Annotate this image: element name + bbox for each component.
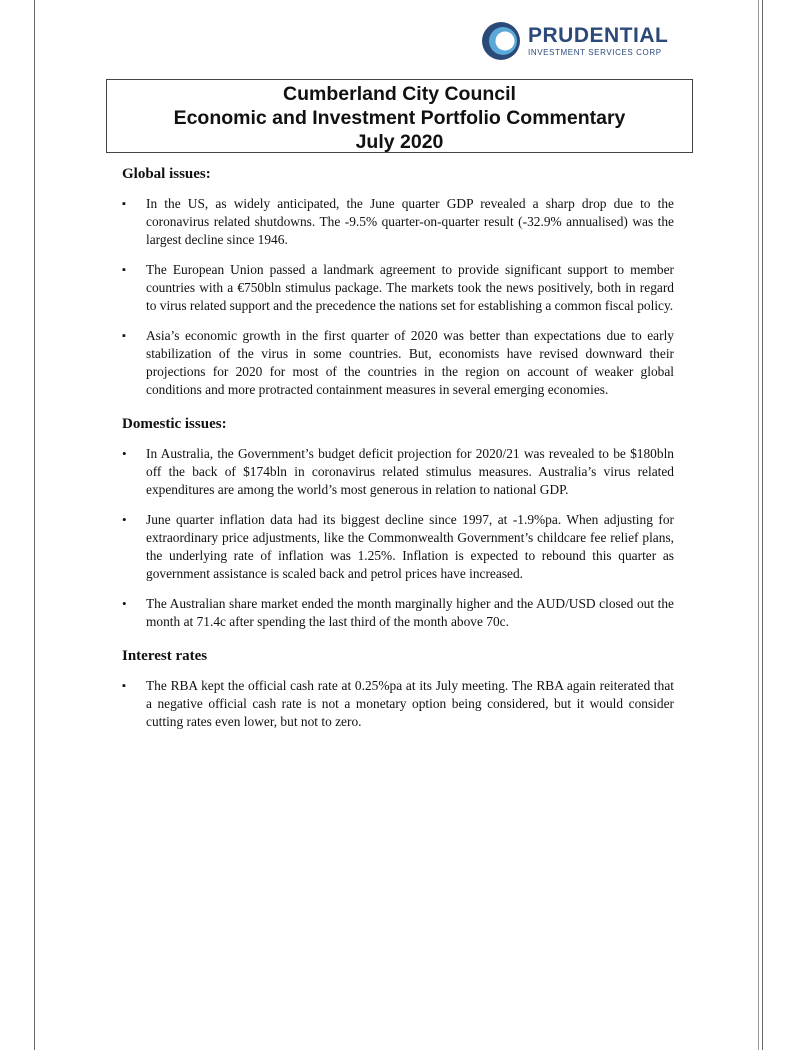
domestic-issues-list bbox=[122, 445, 674, 631]
list-item-text: The RBA kept the official cash rate at 0.25%pa at its July meeting. The RBA again reiterated that a negative official cash rate is not a monetary option being considered, but it would consider cutting rates even lower, but not to zero. bbox=[146, 678, 674, 729]
list-item bbox=[122, 327, 674, 399]
round-bullet-icon: • bbox=[122, 446, 127, 461]
title-line-3: July 2020 bbox=[355, 131, 444, 153]
list-item-text: Asia’s economic growth in the first quarter of 2020 was better than expectations due to early stabilization of the virus in some countries. But, economists have revised downward their projections for 2020 for most of the countries in the region on account of weaker global conditions and more protracted containment measures in several emerging economies. bbox=[146, 328, 674, 397]
list-item bbox=[122, 261, 674, 315]
round-bullet-icon: • bbox=[122, 512, 127, 527]
prudential-logo-icon bbox=[480, 20, 522, 62]
prudential-logo bbox=[480, 20, 668, 62]
list-item-text: The European Union passed a landmark agreement to provide significant support to member countries with a €750bln stimulus package. The markets took the news positively, both in regard to virus related support and the precedence the nations set for establishing a common fiscal policy. bbox=[146, 262, 674, 313]
list-item-text: In the US, as widely anticipated, the June quarter GDP revealed a sharp drop due to the coronavirus related shutdowns. The -9.5% quarter-on-quarter result (-32.9% annualised) was the largest decline since 1946. bbox=[146, 196, 674, 247]
list-item bbox=[122, 445, 674, 499]
list-item bbox=[122, 677, 674, 731]
page-border-right bbox=[762, 0, 763, 1050]
document-body bbox=[122, 163, 674, 731]
square-bullet-icon: ▪ bbox=[122, 264, 126, 276]
list-item bbox=[122, 595, 674, 631]
list-item-text: June quarter inflation data had its biggest decline since 1997, at -1.9%pa. When adjusting for extraordinary price adjustments, like the Commonwealth Government’s childcare fee relief plans, the underlying rate of inflation was 1.25%. Inflation is expected to rebound this quarter as government assistance is scaled back and petrol prices have increased. bbox=[146, 512, 674, 581]
square-bullet-icon: ▪ bbox=[122, 198, 126, 210]
title-line-2: Economic and Investment Portfolio Commentary bbox=[173, 107, 626, 129]
square-bullet-icon: ▪ bbox=[122, 680, 126, 692]
page-border-right-inner bbox=[758, 0, 759, 1050]
interest-rates-list bbox=[122, 677, 674, 731]
section-heading-global: Global issues: bbox=[122, 166, 211, 182]
list-item bbox=[122, 195, 674, 249]
logo-subtitle: INVESTMENT SERVICES CORP bbox=[528, 48, 662, 57]
logo-name: PRUDENTIAL bbox=[528, 24, 669, 47]
title-box bbox=[106, 79, 693, 153]
list-item bbox=[122, 511, 674, 583]
section-heading-rates: Interest rates bbox=[122, 648, 208, 664]
section-heading-domestic: Domestic issues: bbox=[122, 416, 227, 432]
square-bullet-icon: ▪ bbox=[122, 330, 126, 342]
list-item-text: In Australia, the Government’s budget deficit projection for 2020/21 was revealed to be $180bln off the back of $174bln in coronavirus related stimulus measures. Australia’s virus related expenditures are among the world’s most generous in relation to national GDP. bbox=[146, 446, 674, 497]
round-bullet-icon: • bbox=[122, 596, 127, 611]
title-line-1: Cumberland City Council bbox=[283, 83, 516, 105]
global-issues-list bbox=[122, 195, 674, 399]
page-border-left bbox=[34, 0, 35, 1050]
list-item-text: The Australian share market ended the month marginally higher and the AUD/USD closed out the month at 71.4c after spending the last third of the month above 70c. bbox=[146, 596, 674, 629]
